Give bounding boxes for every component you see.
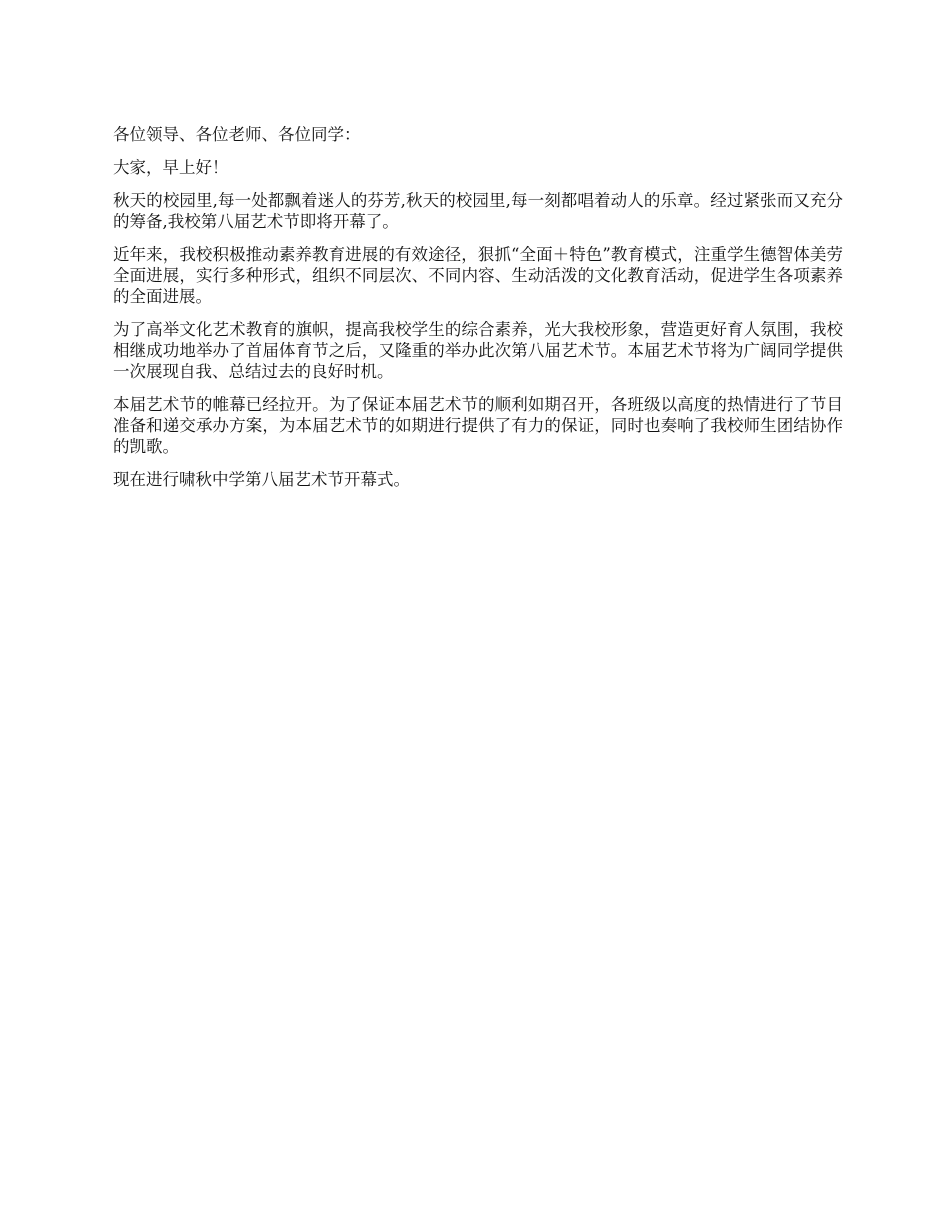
document-body <box>113 124 843 502</box>
paragraph-opening: 现在进行啸秋中学第八届艺术节开幕式。 <box>113 470 410 489</box>
salutation: 各位领导、各位老师、各位同学： <box>113 125 361 144</box>
greeting: 大家，早上好！ <box>113 158 229 177</box>
paragraph-education: 近年来，我校积极推动素养教育进展的有效途径，狠抓“全面＋特色”教育模式，注重学生德智体美劳全面进展，实行多种形式，组织不同层次、不同内容、生动活泼的文化教育活动，促进学生各项素养的全面进展。 <box>113 245 843 306</box>
paragraph-purpose: 为了高举文化艺术教育的旗帜，提高我校学生的综合素养，光大我校形象，营造更好育人氛围，我校相继成功地举办了首届体育节之后，又隆重的举办此次第八届艺术节。本届艺术节将为广阔同学提供一次展现自我、总结过去的良好时机。 <box>113 320 843 381</box>
paragraph-intro: 秋天的校园里,每一处都飘着迷人的芬芳,秋天的校园里,每一刻都唱着动人的乐章。经过紧张而又充分的筹备,我校第八届艺术节即将开幕了。 <box>113 191 843 231</box>
paragraph-preparation: 本届艺术节的帷幕已经拉开。为了保证本届艺术节的顺利如期召开，各班级以高度的热情进行了节目准备和递交承办方案，为本届艺术节的如期进行提供了有力的保证，同时也奏响了我校师生团结协作的凯歌。 <box>113 395 843 456</box>
